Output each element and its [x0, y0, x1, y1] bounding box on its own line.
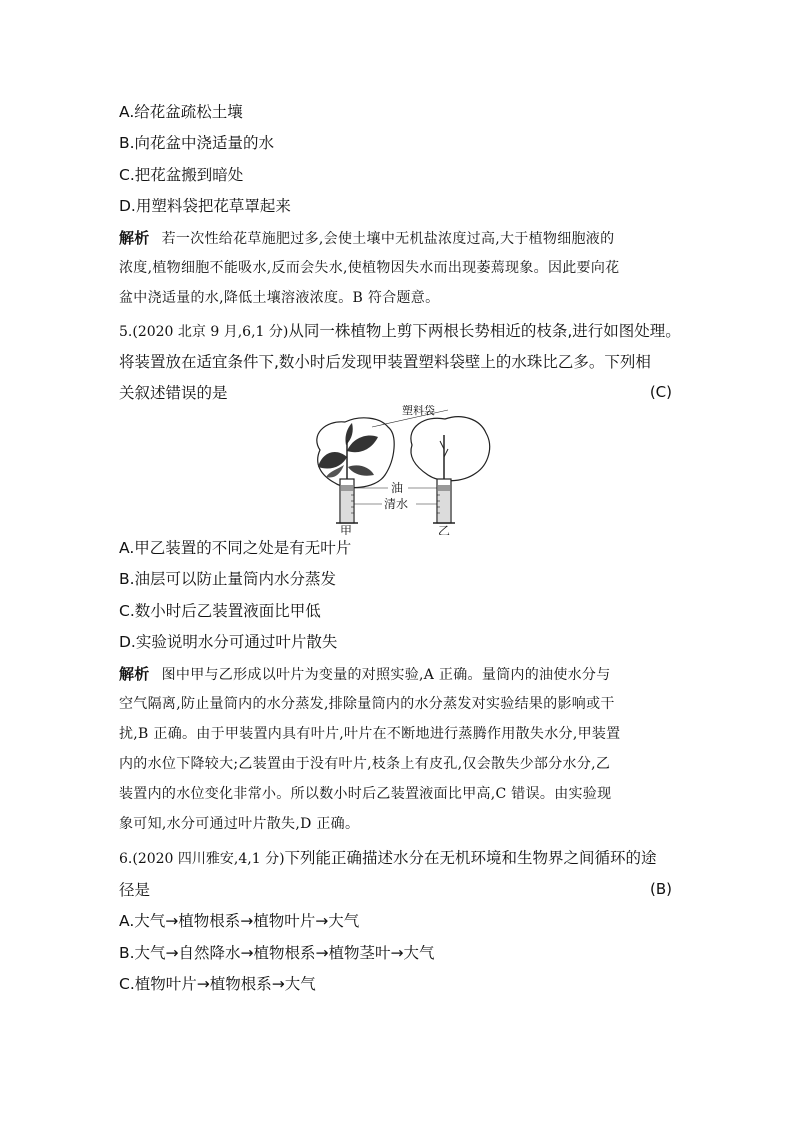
- q6-source: 6.(2020 四川雅安,4,1 分): [119, 851, 285, 867]
- q5-explanation-text-1: 图中甲与乙形成以叶片为变量的对照实验,A 正确。量筒内的油使水分与: [161, 667, 611, 683]
- q4-option-d: D.用塑料袋把花草罩起来: [119, 197, 291, 215]
- q4-explanation-text-2: 浓度,植物细胞不能吸水,反而会失水,使植物因失水而出现萎蔫现象。因此要向花: [119, 260, 620, 276]
- explanation-label: 解析: [119, 665, 150, 683]
- q5-stem-line-2: 将装置放在适宜条件下,数小时后发现甲装置塑料袋壁上的水珠比乙多。下列相: [119, 353, 651, 371]
- q5-answer: (C): [649, 383, 672, 401]
- q4-explanation-text-3: 盆中浇适量的水,降低土壤溶液浓度。B 符合题意。: [119, 290, 440, 306]
- label-jia: 甲: [340, 524, 353, 535]
- q6-option-a: A.大气→植物根系→植物叶片→大气: [119, 912, 360, 930]
- q6-option-b: B.大气→自然降水→植物根系→植物茎叶→大气: [119, 944, 435, 962]
- q4-option-a: A.给花盆疏松土壤: [119, 103, 243, 121]
- q5-stem-line-1: [119, 321, 681, 342]
- label-water: 清水: [384, 497, 409, 511]
- label-plastic-bag: 塑料袋: [402, 405, 435, 417]
- q6-answer: (B): [650, 880, 672, 898]
- q5-explanation-text-4: 内的水位下降较大;乙装置由于没有叶片,枝条上有皮孔,仅会散失少部分水分,乙: [119, 756, 611, 772]
- q6-stem-line-2: 径是: [119, 881, 151, 899]
- leaf-icon: [347, 436, 378, 453]
- q4-explanation-text-1: 若一次性给花草施肥过多,会使土壤中无机盐浓度过高,大于植物细胞液的: [161, 231, 615, 247]
- q5-explanation-text-3: 扰,B 正确。由于甲装置内具有叶片,叶片在不断地进行蒸腾作用散失水分,甲装置: [119, 726, 621, 742]
- label-oil: 油: [391, 481, 404, 495]
- q6-option-c: C.植物叶片→植物根系→大气: [119, 975, 316, 993]
- q4-explanation-line: [119, 228, 614, 249]
- q5-explanation-text-2: 空气隔离,防止量筒内的水分蒸发,排除量筒内的水分蒸发对实验结果的影响或干: [119, 696, 615, 712]
- q5-explanation-text-6: 象可知,水分可通过叶片散失,D 正确。: [119, 816, 360, 832]
- q4-option-b: B.向花盆中浇适量的水: [119, 134, 275, 152]
- q5-explanation-text-5: 装置内的水位变化非常小。所以数小时后乙装置液面比甲高,C 错误。由实验现: [119, 786, 612, 802]
- water-yi: [438, 491, 450, 522]
- q5-experiment-figure: [300, 405, 500, 535]
- water-jia: [341, 491, 353, 522]
- q5-stem-line-3: 关叙述错误的是: [119, 384, 228, 402]
- plastic-bag-yi: [411, 417, 490, 481]
- label-yi: 乙: [438, 524, 451, 535]
- q5-stem-text-1: 从同一株植物上剪下两根长势相近的枝条,进行如图处理。: [288, 322, 681, 340]
- q5-source: 5.(2020 北京 9 月,6,1 分): [119, 324, 289, 340]
- explanation-label: 解析: [119, 229, 150, 247]
- q6-stem-text-1: 下列能正确描述水分在无机环境和生物界之间循环的途: [284, 849, 657, 867]
- oil-layer-jia: [341, 485, 353, 491]
- oil-layer-yi: [438, 485, 450, 491]
- leaf-icon: [348, 465, 374, 475]
- q6-stem-line-1: [119, 848, 657, 869]
- q5-explanation-line: [119, 664, 611, 685]
- q5-option-a: A.甲乙装置的不同之处是有无叶片: [119, 539, 352, 557]
- q4-option-c: C.把花盆搬到暗处: [119, 166, 244, 184]
- q5-option-d: D.实验说明水分可通过叶片散失: [119, 633, 338, 651]
- q5-option-b: B.油层可以防止量筒内水分蒸发: [119, 570, 337, 588]
- q5-option-c: C.数小时后乙装置液面比甲低: [119, 602, 321, 620]
